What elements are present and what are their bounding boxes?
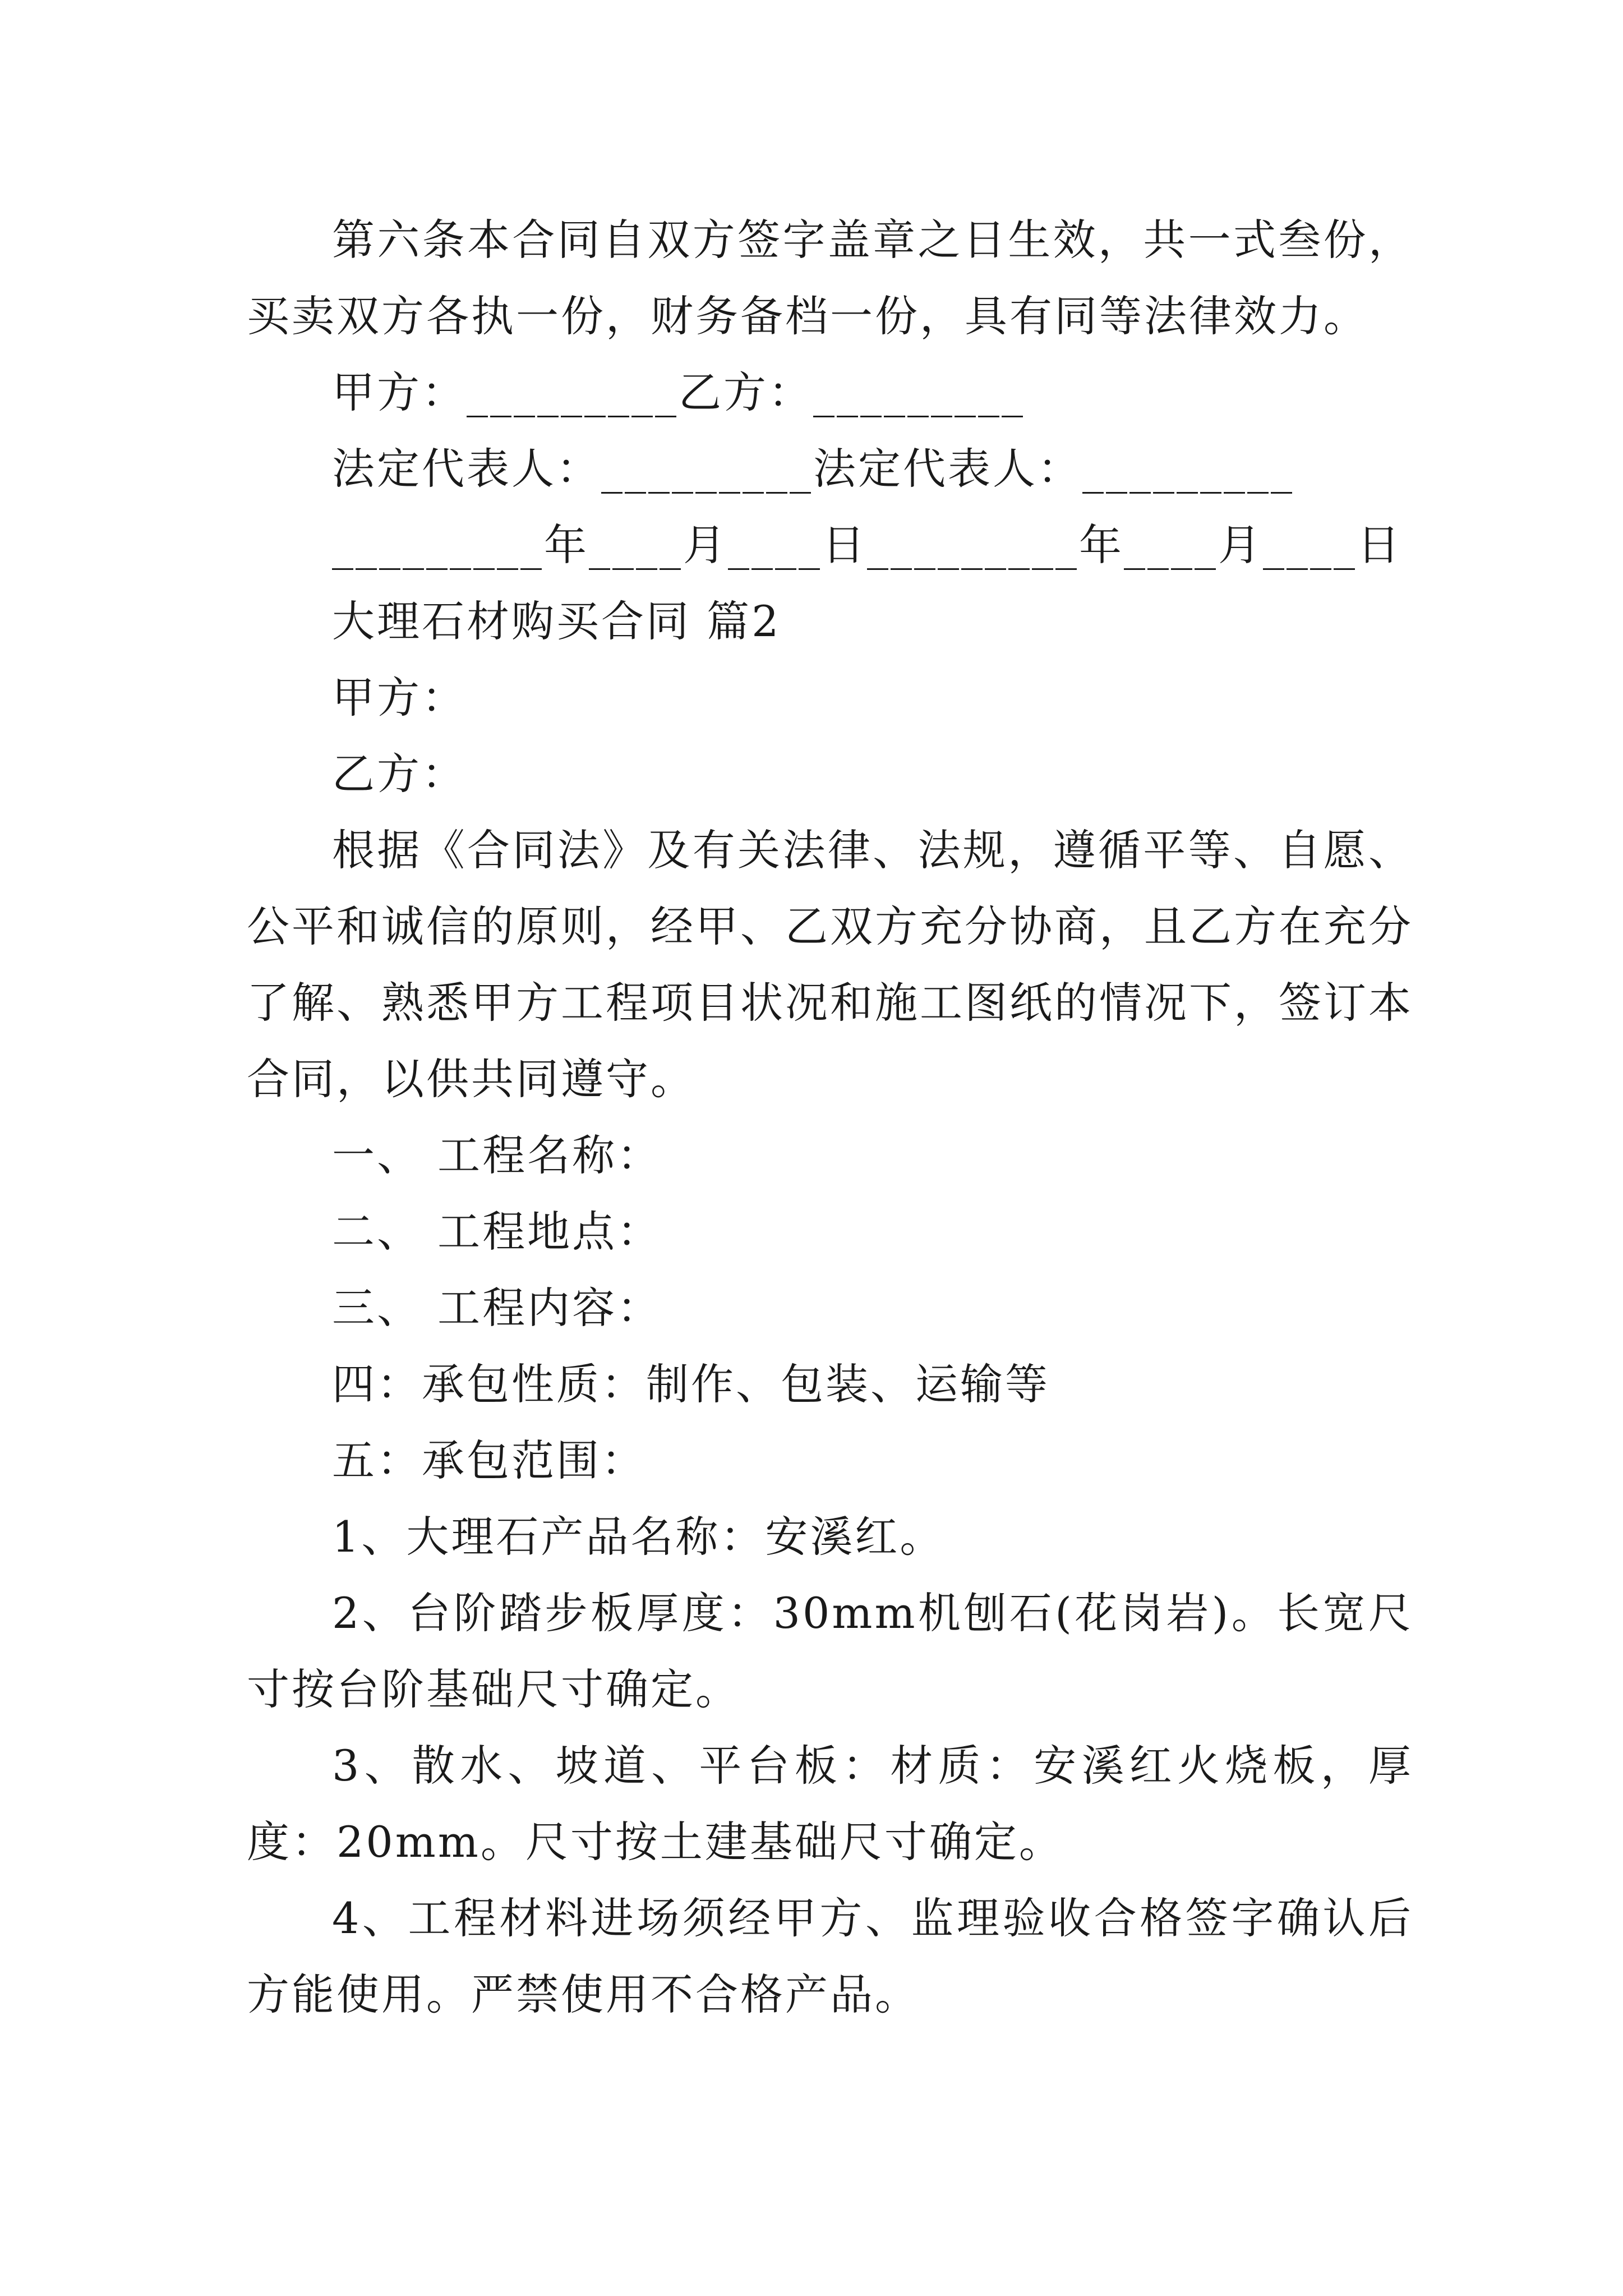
item-project-content: 三、 工程内容：	[332, 1283, 662, 1333]
signature-party-line: 甲方：_________乙方：_________	[332, 367, 1025, 417]
paragraph-article-six: 第六条本合同自双方签字盖章之日生效，共一式叁份，买卖双方各执一份，财务备档一份，具有同等法律效力。	[247, 215, 1413, 341]
scope-item-2: 2、台阶踏步板厚度：30mm机刨石(花岗岩)。长宽尺寸按台阶基础尺寸确定。	[247, 1588, 1413, 1714]
signature-date-line: _________年____月____日_________年____月____日	[332, 520, 1402, 570]
paragraph-preamble: 根据《合同法》及有关法律、法规，遵循平等、自愿、公平和诚信的原则，经甲、乙双方充分协商，且乙方在充分了解、熟悉甲方工程项目状况和施工图纸的情况下，签订本合同，以供共同遵守。	[247, 825, 1413, 1104]
scope-item-1: 1、大理石产品名称：安溪红。	[332, 1512, 945, 1562]
item-contract-scope: 五：承包范围：	[332, 1435, 646, 1485]
item-contract-nature: 四：承包性质：制作、包装、运输等	[332, 1359, 1050, 1409]
document-page	[247, 202, 1413, 2033]
section-heading: 大理石材购买合同 篇2	[332, 596, 781, 646]
item-project-name: 一、 工程名称：	[332, 1130, 662, 1180]
party-a-label: 甲方：	[332, 673, 467, 723]
scope-item-3: 3、散水、坡道、平台板：材质：安溪红火烧板，厚度：20mm。尺寸按土建基础尺寸确定。	[247, 1741, 1413, 1867]
signature-representative-line: 法定代表人：_________法定代表人：_________	[332, 444, 1294, 494]
item-project-location: 二、 工程地点：	[332, 1207, 662, 1257]
scope-item-4: 4、工程材料进场须经甲方、监理验收合格签字确认后方能使用。严禁使用不合格产品。	[247, 1893, 1413, 2019]
party-b-label: 乙方：	[332, 749, 467, 799]
